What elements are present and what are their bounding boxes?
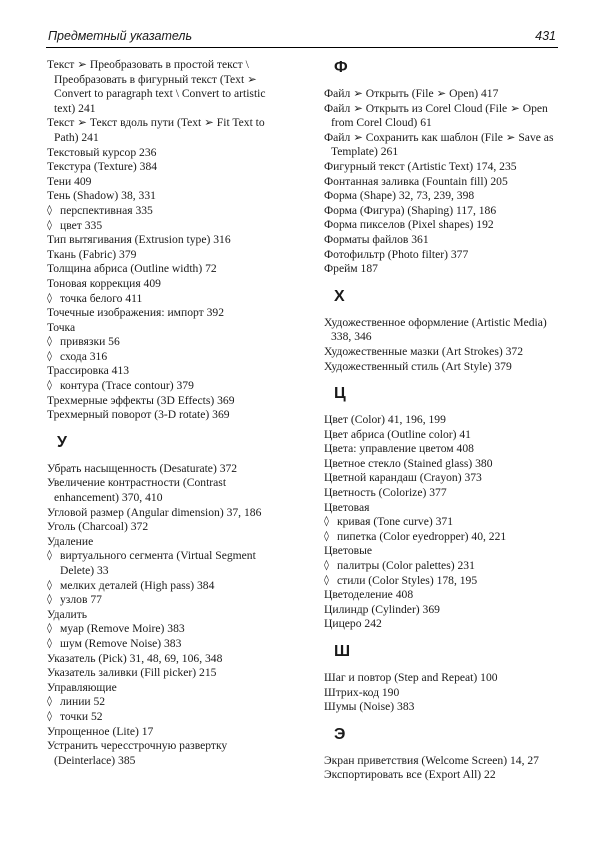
index-entry: Цилиндр (Cylinder) 369	[324, 602, 440, 616]
index-entry: Фрейм 187	[324, 262, 378, 276]
index-subentry	[47, 350, 287, 365]
subentry-text: муар (Remove Moire) 383	[60, 622, 185, 636]
diamond-bullet-icon: ◊	[324, 574, 329, 586]
header-title: Предметный указатель	[48, 29, 193, 43]
left-column	[47, 58, 287, 768]
index-entry: Цветной карандаш (Crayon) 373	[324, 471, 482, 485]
diamond-bullet-icon: ◊	[47, 579, 52, 591]
index-entry: Художественное оформление (Artistic Media) 338, 346	[324, 315, 547, 344]
index-entry: Файл ➢ Сохранить как шаблон (File ➢ Save as Template) 261	[324, 130, 554, 159]
index-subentry	[324, 559, 560, 574]
index-entry: Форматы файлов 361	[324, 232, 429, 246]
index-entry: Форма (Фигура) (Shaping) 117, 186	[324, 203, 497, 217]
subentry-text: точка белого 411	[60, 291, 143, 305]
subentry-text: линии 52	[60, 695, 106, 709]
index-entry: Текстовый курсор 236	[47, 145, 157, 159]
index-entry: Файл ➢ Открыть из Corel Cloud (File ➢ Open from Corel Cloud) 61	[324, 101, 548, 130]
diamond-bullet-icon: ◊	[47, 696, 52, 708]
index-entry: Файл ➢ Открыть (File ➢ Open) 417	[324, 87, 499, 100]
index-entry: Форма (Shape) 32, 73, 239, 398	[324, 189, 475, 203]
index-entry: Текст ➢ Текст вдоль пути (Text ➢ Fit Text to Path) 241	[47, 116, 265, 144]
index-entry: Упрощенное (Lite) 17	[47, 724, 154, 738]
index-entry: Устранить чересстрочную развертку (Deinterlace) 385	[47, 739, 228, 767]
diamond-bullet-icon: ◊	[324, 560, 329, 572]
index-subentry	[47, 219, 287, 234]
index-entry: Точка	[47, 320, 76, 334]
section-letter-e: Э	[334, 725, 346, 743]
index-entry: Фигурный текст (Artistic Text) 174, 235	[324, 159, 517, 173]
diamond-bullet-icon: ◊	[324, 516, 329, 528]
diamond-bullet-icon: ◊	[47, 336, 52, 348]
diamond-bullet-icon: ◊	[47, 204, 52, 216]
index-entry: Цветность (Colorize) 377	[324, 486, 447, 500]
diamond-bullet-icon: ◊	[47, 550, 52, 562]
section-letter-u: У	[57, 433, 67, 451]
index-entry: Форма пикселов (Pixel shapes) 192	[324, 218, 494, 232]
index-entry: Цветное стекло (Stained glass) 380	[324, 456, 493, 470]
index-subentry	[47, 204, 287, 219]
index-group-t	[47, 58, 287, 423]
index-entry: Шумы (Noise) 383	[324, 700, 415, 714]
index-subentry	[47, 622, 287, 637]
section-letter-h: Х	[334, 287, 345, 305]
subentry-text: шум (Remove Noise) 383	[60, 636, 182, 650]
right-column	[324, 58, 560, 783]
index-entry: Точечные изображения: импорт 392	[47, 306, 225, 320]
section-letter-sh: Ш	[334, 643, 351, 660]
index-entry: Шаг и повтор (Step and Repeat) 100	[324, 671, 498, 684]
page-number: 431	[535, 29, 556, 43]
index-entry: Указатель заливки (Fill picker) 215	[47, 666, 217, 680]
diamond-bullet-icon: ◊	[47, 219, 52, 231]
index-entry: Удаление	[47, 534, 94, 548]
diamond-bullet-icon: ◊	[47, 594, 52, 606]
section-letter-f: Ф	[334, 59, 348, 76]
index-entry: Фотофильтр (Photo filter) 377	[324, 247, 469, 261]
diamond-bullet-icon: ◊	[47, 637, 52, 649]
index-entry: Цвет абриса (Outline color) 41	[324, 427, 471, 441]
index-entry: Текст ➢ Преобразовать в простой текст \ Преобразовать в фигурный текст (Text ➢ Convert to paragraph text \ Convert to artistic text) 241	[47, 58, 266, 115]
index-subentry	[47, 579, 287, 594]
subentry-text: мелких деталей (High pass) 384	[60, 578, 215, 592]
section-letter-c: Ц	[334, 385, 346, 403]
index-entry: Тени 409	[47, 174, 92, 188]
index-group-h	[324, 316, 560, 374]
index-entry: Цветовая	[324, 500, 370, 514]
subentry-text: палитры (Color palettes) 231	[337, 559, 475, 573]
index-entry: Художественные мазки (Art Strokes) 372	[324, 344, 523, 358]
index-subentry	[47, 593, 287, 608]
index-entry: Трассировка 413	[47, 364, 130, 378]
index-entry: Удалить	[47, 607, 88, 621]
index-group-c	[324, 413, 560, 632]
diamond-bullet-icon: ◊	[47, 710, 52, 722]
index-entry: Текстура (Texture) 384	[47, 160, 158, 174]
index-entry: Цветовые	[324, 544, 373, 558]
index-entry: Цицеро 242	[324, 617, 382, 631]
index-entry: Тень (Shadow) 38, 331	[47, 189, 156, 203]
index-subentry	[324, 515, 560, 530]
index-subentry	[324, 574, 560, 589]
index-subentry	[47, 637, 287, 652]
subentry-text: стили (Color Styles) 178, 195	[337, 573, 478, 587]
index-entry: Тоновая коррекция 409	[47, 276, 161, 290]
index-entry: Цветоделение 408	[324, 588, 414, 602]
subentry-text: узлов 77	[60, 593, 102, 607]
index-entry: Штрих-код 190	[324, 685, 400, 699]
subentry-text: схода 316	[60, 349, 108, 363]
diamond-bullet-icon: ◊	[47, 623, 52, 635]
index-entry: Экран приветствия (Welcome Screen) 14, 27	[324, 753, 539, 767]
diamond-bullet-icon: ◊	[324, 530, 329, 542]
index-subentry	[47, 292, 287, 307]
index-subentry	[47, 695, 287, 710]
subentry-text: пипетка (Color eyedropper) 40, 221	[337, 529, 507, 543]
index-subentry	[47, 335, 287, 350]
index-entry: Фонтанная заливка (Fountain fill) 205	[324, 174, 508, 188]
index-entry: Толщина абриса (Outline width) 72	[47, 262, 217, 276]
index-subentry	[324, 530, 560, 545]
index-entry: Цвета: управление цветом 408	[324, 442, 474, 456]
index-entry: Убрать насыщенность (Desaturate) 372	[47, 461, 238, 475]
index-group-e	[324, 754, 560, 783]
index-entry: Трехмерный поворот (3-D rotate) 369	[47, 408, 230, 422]
index-group-u	[47, 462, 287, 768]
subentry-text: привязки 56	[60, 335, 120, 349]
index-entry: Угловой размер (Angular dimension) 37, 186	[47, 505, 262, 519]
index-entry: Указатель (Pick) 31, 48, 69, 106, 348	[47, 651, 223, 665]
index-group-f	[324, 87, 560, 277]
index-subentry	[47, 710, 287, 725]
subentry-text: точки 52	[60, 709, 103, 723]
subentry-text: контура (Trace contour) 379	[60, 379, 194, 393]
diamond-bullet-icon: ◊	[47, 350, 52, 362]
diamond-bullet-icon: ◊	[47, 292, 52, 304]
index-entry: Экспортировать все (Export All) 22	[324, 768, 496, 782]
index-subentry	[47, 379, 287, 394]
subentry-text: перспективная 335	[60, 203, 153, 217]
index-entry: Художественный стиль (Art Style) 379	[324, 359, 512, 373]
subentry-text: цвет 335	[60, 218, 103, 232]
diamond-bullet-icon: ◊	[47, 380, 52, 392]
index-entry: Трехмерные эффекты (3D Effects) 369	[47, 393, 235, 407]
index-subentry	[47, 549, 287, 578]
subentry-text: виртуального сегмента (Virtual Segment Delete) 33	[60, 549, 256, 577]
subentry-text: кривая (Tone curve) 371	[337, 515, 453, 529]
index-entry: Уголь (Charcoal) 372	[47, 520, 149, 534]
index-entry: Цвет (Color) 41, 196, 199	[324, 413, 446, 427]
index-entry: Увеличение контрастности (Contrast enhancement) 370, 410	[47, 476, 227, 505]
index-entry: Тип вытягивания (Extrusion type) 316	[47, 233, 231, 247]
index-entry: Управляющие	[47, 680, 117, 694]
index-entry: Ткань (Fabric) 379	[47, 247, 137, 261]
running-header	[46, 27, 558, 48]
index-group-sh	[324, 671, 560, 715]
